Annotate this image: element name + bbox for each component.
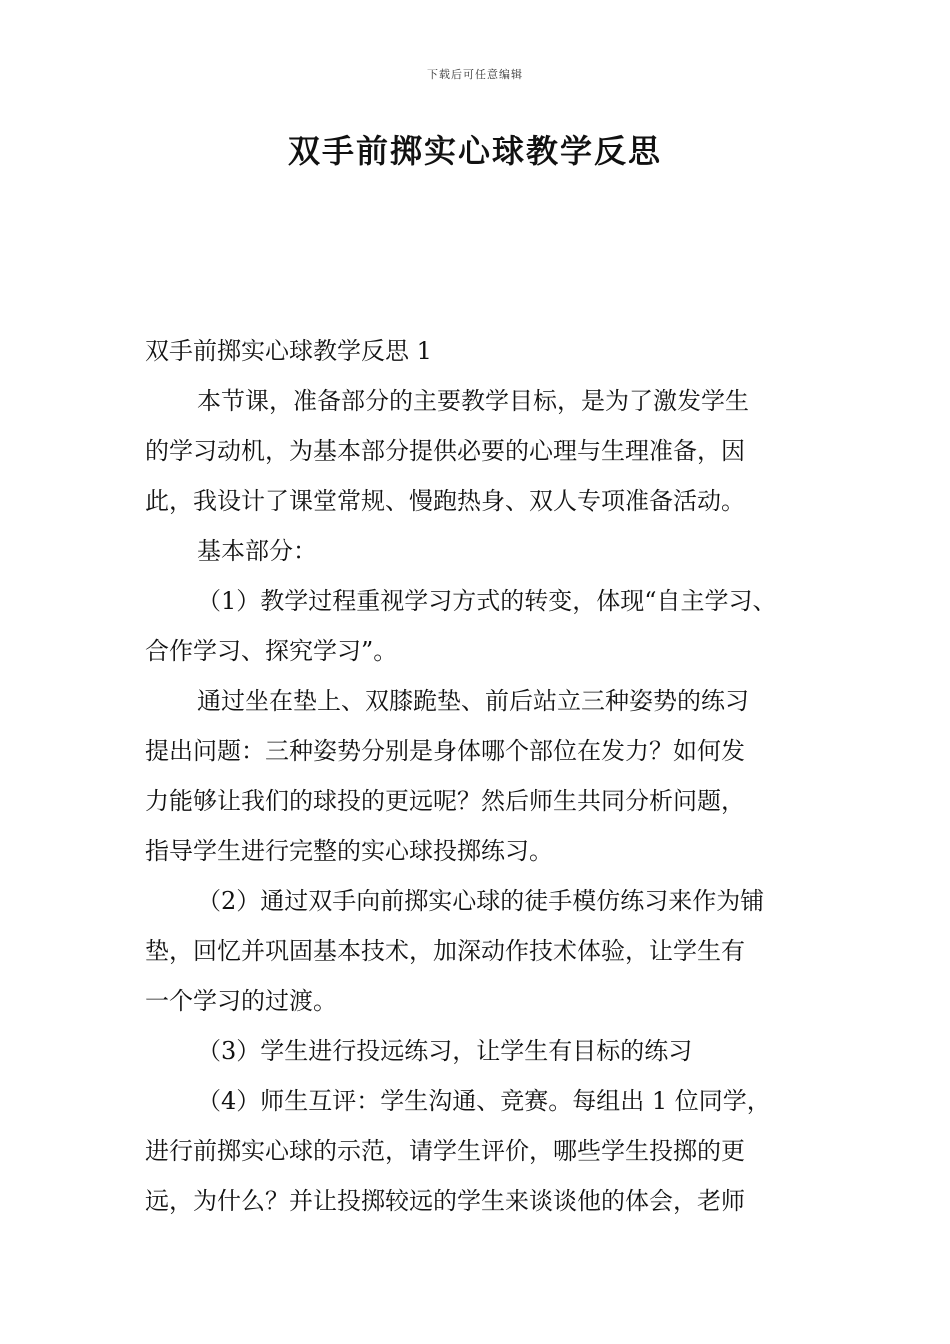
text-line: （4）师生互评：学生沟通、竞赛。每组出 1 位同学， bbox=[197, 1087, 771, 1115]
text-line: （3）学生进行投远练习，让学生有目标的练习 bbox=[197, 1037, 693, 1065]
header-note: 下载后可任意编辑 bbox=[427, 68, 523, 81]
paragraph-lines bbox=[145, 376, 825, 1226]
text-line: 垫，回忆并巩固基本技术，加深动作技术体验，让学生有 bbox=[145, 937, 745, 965]
text-line: （2）通过双手向前掷实心球的徒手模仿练习来作为铺 bbox=[197, 887, 765, 915]
text-line: 合作学习、探究学习”。 bbox=[145, 637, 398, 665]
document-body bbox=[145, 326, 825, 1226]
document-title: 双手前掷实心球教学反思 bbox=[287, 132, 662, 170]
text-line: 本节课，准备部分的主要教学目标，是为了激发学生 bbox=[197, 387, 749, 415]
text-line: 基本部分： bbox=[197, 537, 317, 565]
section-heading: 双手前掷实心球教学反思 1 bbox=[145, 337, 432, 365]
text-line: （1）教学过程重视学习方式的转变，体现“自主学习、 bbox=[197, 587, 777, 615]
text-line: 进行前掷实心球的示范，请学生评价，哪些学生投掷的更 bbox=[145, 1137, 745, 1165]
text-line: 此，我设计了课堂常规、慢跑热身、双人专项准备活动。 bbox=[145, 487, 745, 515]
text-line: 的学习动机，为基本部分提供必要的心理与生理准备，因 bbox=[145, 437, 745, 465]
text-line: 一个学习的过渡。 bbox=[145, 987, 337, 1015]
text-line: 提出问题：三种姿势分别是身体哪个部位在发力？如何发 bbox=[145, 737, 745, 765]
text-line: 力能够让我们的球投的更远呢？然后师生共同分析问题， bbox=[145, 787, 745, 815]
text-line: 远，为什么？并让投掷较远的学生来谈谈他的体会，老师 bbox=[145, 1187, 745, 1215]
text-line: 通过坐在垫上、双膝跪垫、前后站立三种姿势的练习 bbox=[197, 687, 749, 715]
text-line: 指导学生进行完整的实心球投掷练习。 bbox=[145, 837, 553, 865]
